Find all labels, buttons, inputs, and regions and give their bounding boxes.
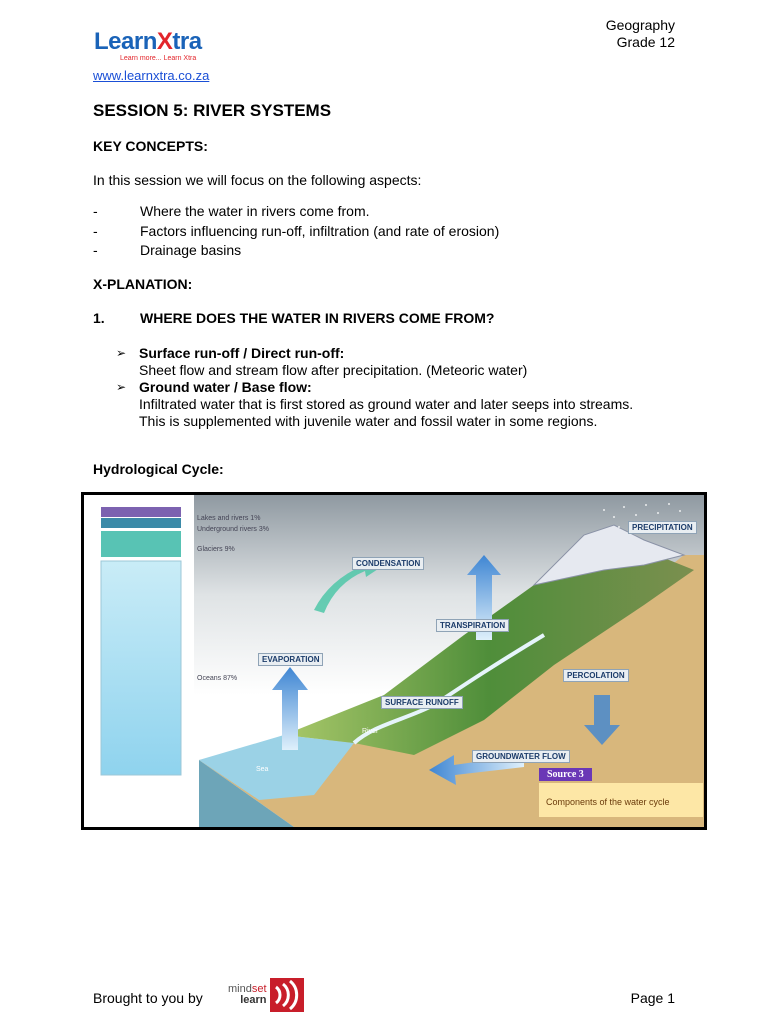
groundwater-flow-label: GROUNDWATER FLOW xyxy=(472,750,570,763)
water-sources-list xyxy=(116,345,676,430)
surface-runoff-title: Surface run-off / Direct run-off: xyxy=(139,345,345,361)
list-marker: - xyxy=(93,223,98,239)
percolation-label: PERCOLATION xyxy=(563,669,629,682)
arrowhead-bullet-icon: ➢ xyxy=(116,346,127,360)
aspects-list xyxy=(93,203,499,262)
list-marker: - xyxy=(93,242,98,258)
transpiration-label: TRANSPIRATION xyxy=(436,619,509,632)
oceans-legend-label: Oceans 87% xyxy=(197,675,238,682)
mindset-mind: mind xyxy=(228,983,252,995)
broadcast-signal-icon xyxy=(270,978,304,1012)
surface-runoff-text: Sheet flow and stream flow after precipitation. (Meteoric water) xyxy=(139,362,528,378)
question-heading: WHERE DOES THE WATER IN RIVERS COME FROM? xyxy=(140,310,495,326)
source-caption: Components of the water cycle xyxy=(546,797,670,807)
list-marker: - xyxy=(93,203,98,219)
underground-legend-label: Underground rivers 3% xyxy=(197,526,269,533)
question-number: 1. xyxy=(93,310,105,326)
key-concepts-intro: In this session we will focus on the following aspects: xyxy=(93,172,422,188)
glaciers-bar xyxy=(101,531,181,557)
grade-label: Grade 12 xyxy=(616,34,675,50)
list-item xyxy=(116,345,676,379)
underground-bar xyxy=(101,518,181,528)
list-item-text: Where the water in rivers come from. xyxy=(140,203,370,219)
subject-block xyxy=(606,17,675,51)
session-title: SESSION 5: RIVER SYSTEMS xyxy=(93,101,332,120)
list-item-text: Drainage basins xyxy=(140,242,242,258)
lakes-bar xyxy=(101,507,181,517)
list-item-text: Factors influencing run-off, infiltration (and rate of erosion) xyxy=(140,223,500,239)
ground-water-text: Infiltrated water that is first stored as ground water and later seeps into streams. xyxy=(139,396,634,412)
ground-water-title: Ground water / Base flow: xyxy=(139,379,312,395)
key-concepts-heading: KEY CONCEPTS: xyxy=(93,138,208,154)
subject-name: Geography xyxy=(605,17,675,33)
website-link[interactable]: www.learnxtra.co.za xyxy=(93,68,210,83)
xplanation-heading: X-PLANATION: xyxy=(93,276,193,292)
river-label: River xyxy=(362,728,379,735)
source-tag: Source 3 xyxy=(539,768,592,781)
logo-learn: Learn xyxy=(94,28,157,55)
surface-runoff-label: SURFACE RUNOFF xyxy=(381,696,463,709)
list-item xyxy=(93,203,499,223)
logo-wordmark xyxy=(94,30,202,54)
arrowhead-bullet-icon: ➢ xyxy=(116,380,127,394)
learnxtra-logo xyxy=(94,30,202,63)
ground-water-supplement: This is supplemented with juvenile water and fossil water in some regions. xyxy=(139,413,598,429)
page-number: Page 1 xyxy=(630,990,675,1006)
lakes-legend-label: Lakes and rivers 1% xyxy=(197,515,261,522)
list-item xyxy=(93,223,499,242)
mindset-learn-logo xyxy=(228,978,304,1012)
water-cycle-figure xyxy=(81,492,707,830)
mindset-set: set xyxy=(251,983,267,995)
logo-tagline: Learn more... Learn Xtra xyxy=(120,55,197,62)
mindset-learn: learn xyxy=(240,994,267,1006)
oceans-bar xyxy=(101,561,181,775)
hydrological-cycle-heading: Hydrological Cycle: xyxy=(93,461,224,477)
precipitation-label: PRECIPITATION xyxy=(628,521,697,534)
water-cycle-illustration xyxy=(84,495,704,827)
condensation-label: CONDENSATION xyxy=(352,557,424,570)
logo-tra: tra xyxy=(172,28,202,55)
brought-by-text: Brought to you by xyxy=(93,990,203,1006)
logo-x: X xyxy=(156,28,173,55)
sea-label: Sea xyxy=(256,766,269,773)
list-item xyxy=(93,242,499,262)
evaporation-label: EVAPORATION xyxy=(258,653,323,666)
list-item xyxy=(116,379,676,430)
glaciers-legend-label: Glaciers 9% xyxy=(197,546,235,553)
